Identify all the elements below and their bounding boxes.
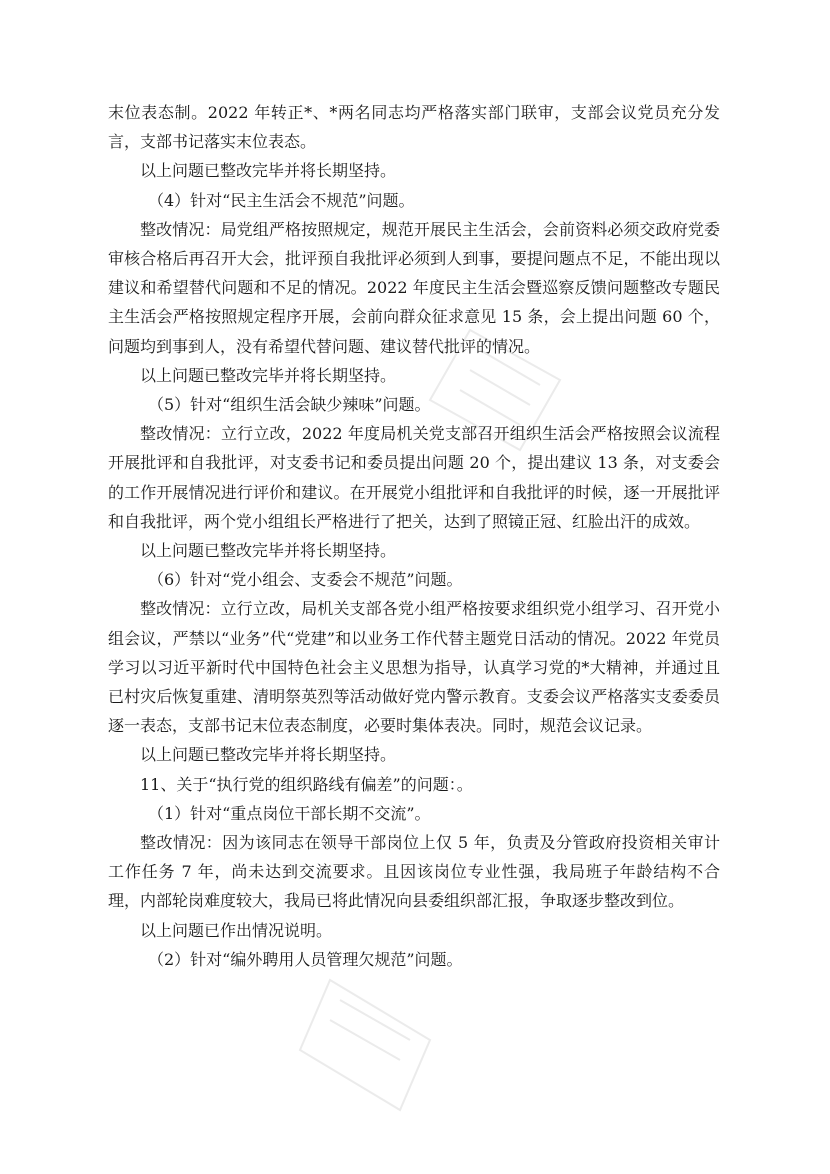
paragraph: 整改情况：局党组严格按照规定，规范开展民主生活会，会前资料必须交政府党委审核合格后再召开大会，批评预自我批评必须到人到事，要提问题点不足，不能出现以建议和希望替代问题和不足的情况。2022 年度民主生活会暨巡察反馈问题整改专题民主生活会严格按照规定程序开展，会前向群众征求意见 15 条，会上提出问题 60 个，问题均到事到人，没有希望代替问题、建议替代批评的情况。	[108, 219, 720, 356]
paragraph: 整改情况：立行立改，2022 年度局机关党支部召开组织生活会严格按照会议流程开展批评和自我批评，对支委书记和委员提出问题 20 个，提出建议 13 条，对支委会的工作开展情况进行评价和建议。在开展党小组批评和自我批评的时候，逐一开展批评和自我批评，两个党小组组长严格进行了把关，达到了照镜正冠、红脸出汗的成效。	[108, 424, 720, 531]
section-title: 11、关于“执行党的组织路线有偏差”的问题：。	[140, 774, 473, 794]
paragraph: 末位表态制。2022 年转正*、*两名同志均严格落实部门联审，支部会议党员充分发言，支部书记落实末位表态。	[108, 103, 720, 152]
section-heading: （6）针对“党小组会、支委会不规范”问题。	[148, 570, 463, 590]
paragraph: 以上问题已整改完毕并将长期坚持。	[140, 365, 397, 385]
section-heading: （5）针对“组织生活会缺少辣味”问题。	[148, 395, 431, 415]
paragraph: 以上问题已作出情况说明。	[140, 920, 333, 940]
paragraph: 以上问题已整改完毕并将长期坚持。	[140, 541, 397, 561]
paragraph: 整改情况：立行立改，局机关支部各党小组严格按要求组织党小组学习、召开党小组会议，严禁以“业务”代“党建”和以业务工作代替主题党日活动的情况。2022 年党员学习以习近平新时代中国特色社会主义思想为指导，认真学习党的*大精神，并通过且已村灾后恢复重建、清明祭英烈等活动做好党内警示教育。支委会议严格落实支委委员逐一表态，支部书记末位表态制度，必要时集体表决。同时，规范会议记录。	[108, 599, 720, 736]
paragraph: 以上问题已整改完毕并将长期坚持。	[140, 745, 397, 765]
section-heading: （2）针对“编外聘用人员管理欠规范”问题。	[148, 949, 463, 969]
section-heading: （1）针对“重点岗位干部长期不交流”。	[148, 803, 431, 823]
paragraph: 以上问题已整改完毕并将长期坚持。	[140, 161, 397, 181]
document-body	[108, 98, 720, 974]
paragraph: 整改情况：因为该同志在领导干部岗位上仅 5 年，负责及分管政府投资相关审计工作任务 7 年，尚未达到交流要求。且因该岗位专业性强，我局班子年龄结构不合理，内部轮岗难度较大，我局已将此情况向县委组织部汇报，争取逐步整改到位。	[108, 833, 720, 911]
section-heading: （4）针对“民主生活会不规范”问题。	[148, 190, 415, 210]
